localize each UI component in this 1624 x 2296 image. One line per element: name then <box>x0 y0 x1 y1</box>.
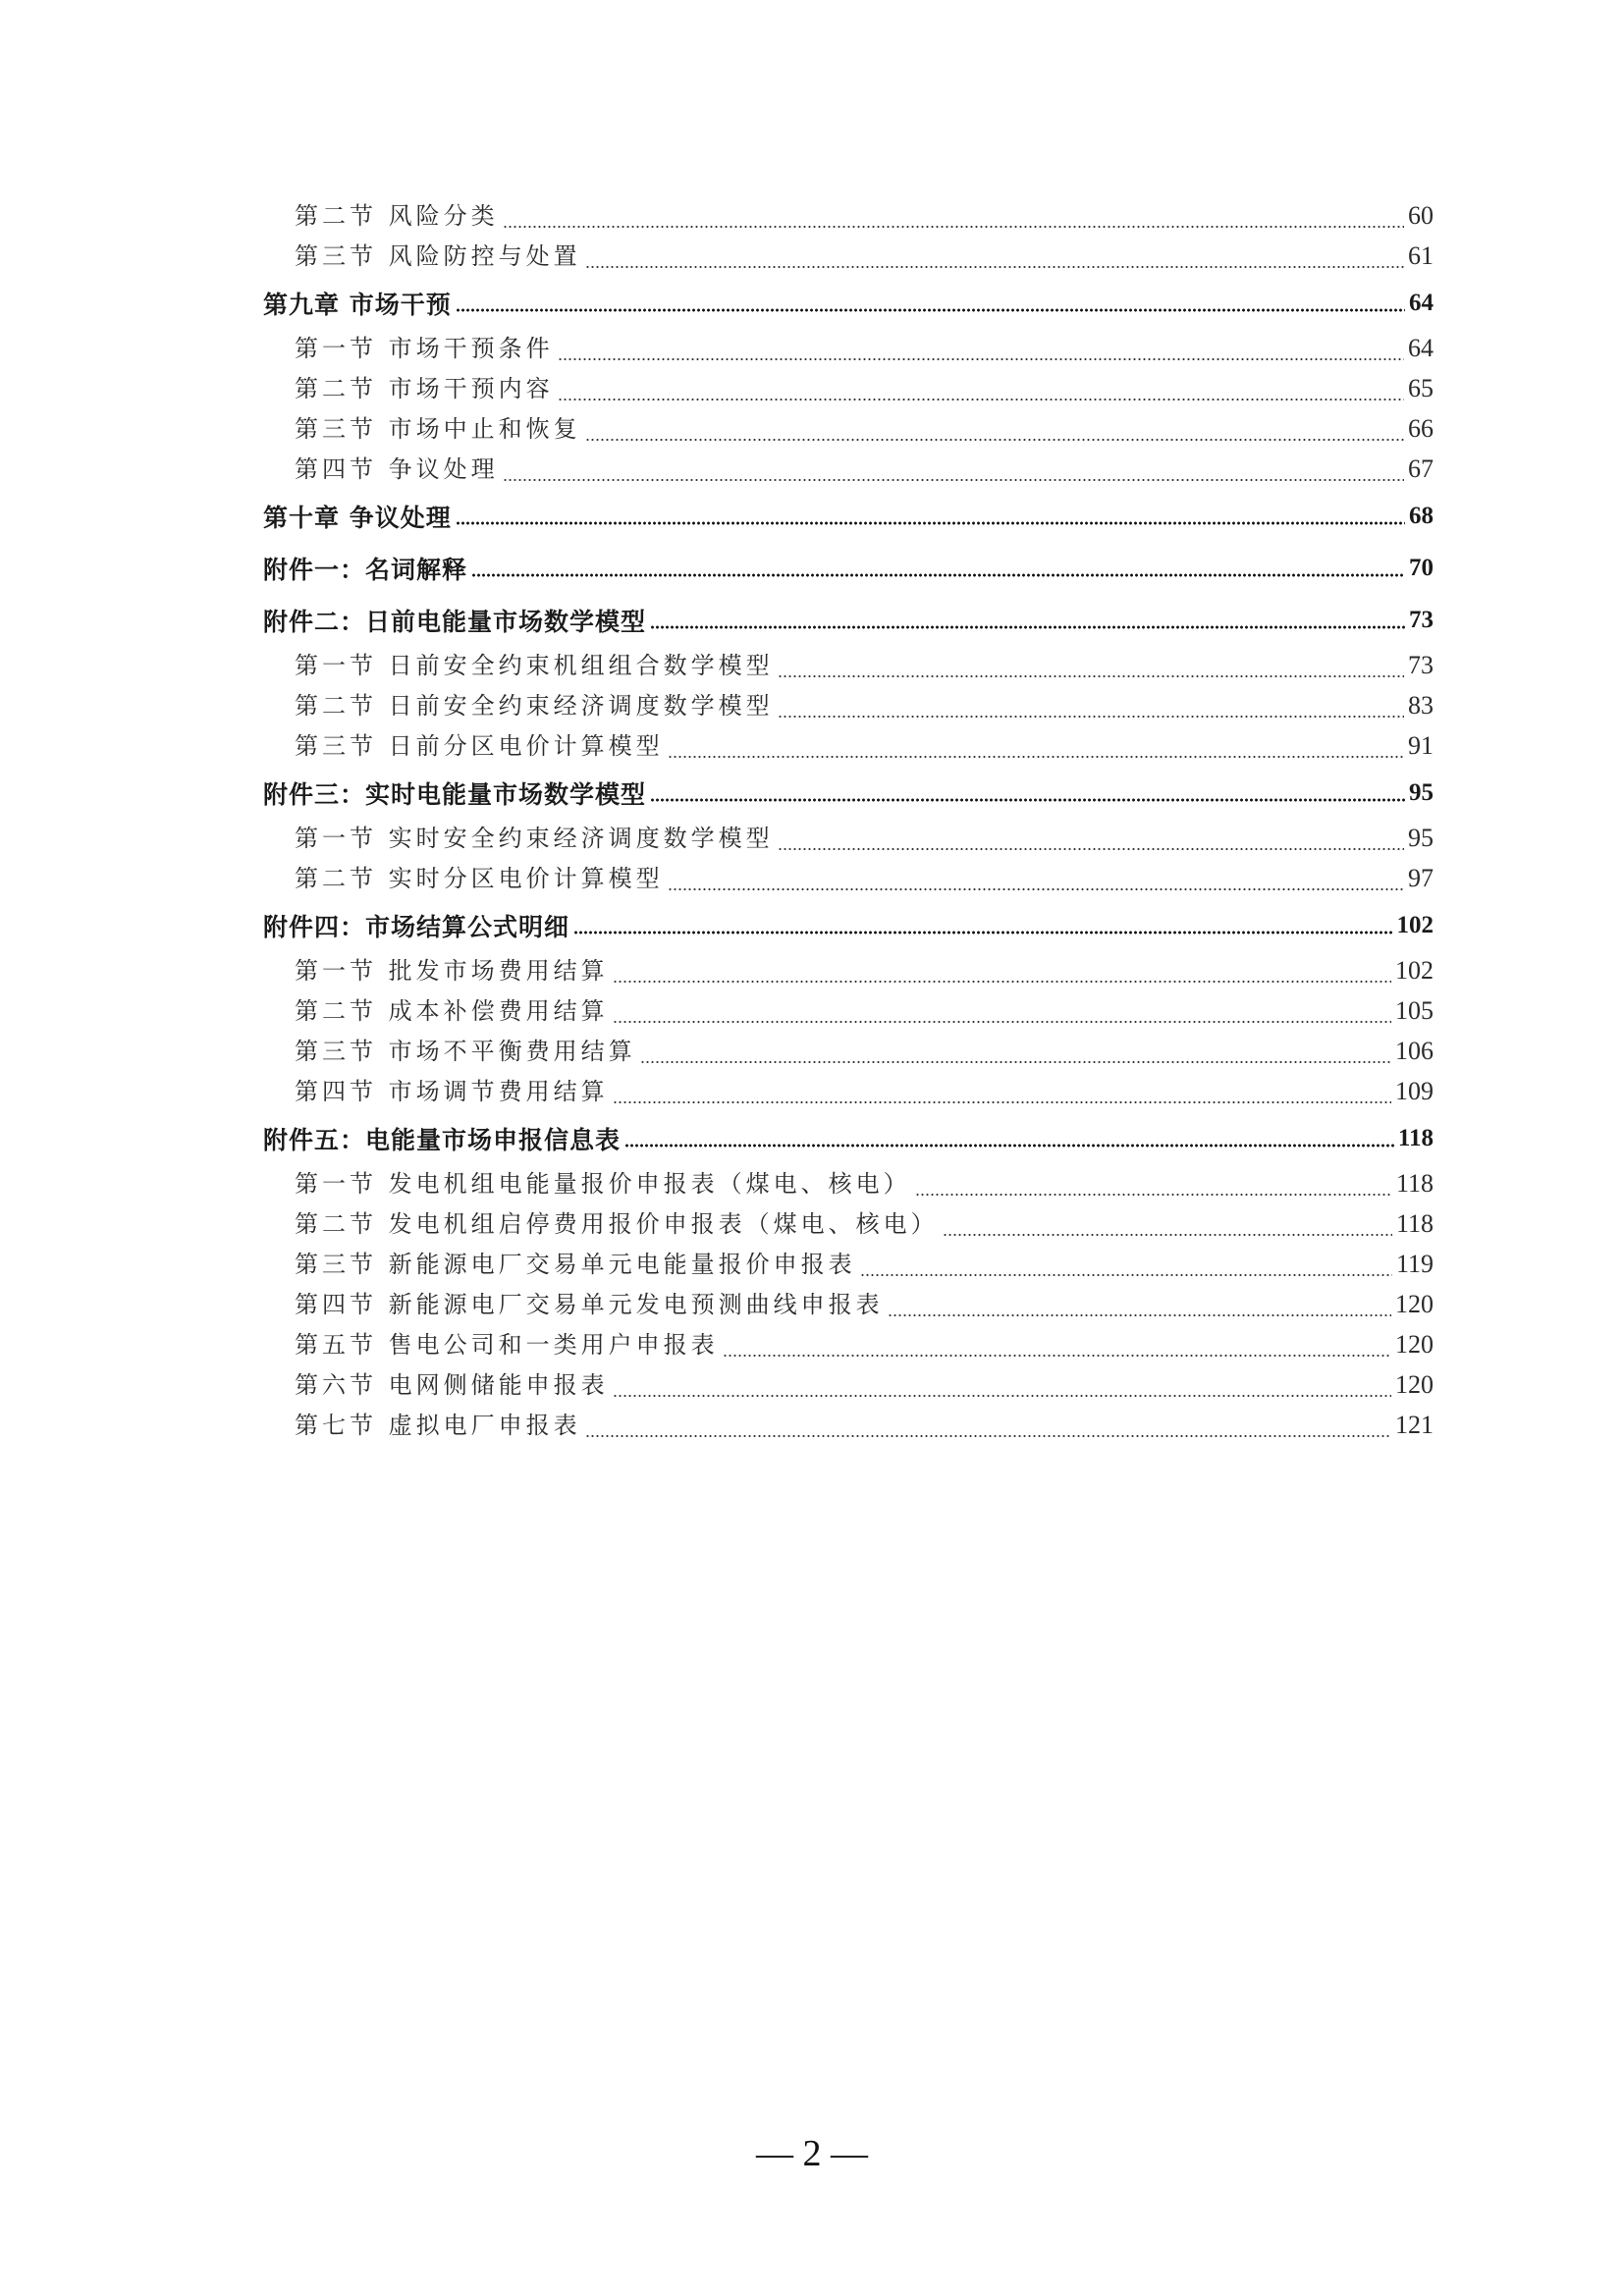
toc-entry-title: 第一节 日前安全约束机组组合数学模型 <box>295 652 774 679</box>
toc-chapter-entry[interactable] <box>263 767 1434 819</box>
toc-section-entry[interactable] <box>263 991 1434 1032</box>
toc-section-entry[interactable] <box>263 1032 1434 1072</box>
toc-entry-title: 第二节 风险分类 <box>295 202 499 230</box>
dot-leader <box>613 1100 1391 1104</box>
toc-entry-title: 第五节 售电公司和一类用户申报表 <box>295 1331 719 1359</box>
toc-entry-page-number: 118 <box>1395 1209 1434 1238</box>
toc-chapter-entry[interactable] <box>263 542 1434 594</box>
toc-entry-title: 第二节 市场干预内容 <box>295 375 554 402</box>
toc-entry-title: 第一节 实时安全约束经济调度数学模型 <box>295 825 774 852</box>
dot-leader <box>624 1144 1394 1148</box>
toc-section-entry[interactable] <box>263 1406 1434 1446</box>
toc-section-entry[interactable] <box>263 1204 1434 1245</box>
toc-entry-page-number: 70 <box>1409 554 1434 581</box>
toc-entry-title: 附件三：实时电能量市场数学模型 <box>263 779 647 809</box>
toc-entry-page-number: 64 <box>1409 289 1434 316</box>
toc-section-entry[interactable] <box>263 1325 1434 1365</box>
dot-leader <box>585 1434 1391 1438</box>
dot-leader <box>456 521 1405 525</box>
toc-section-entry[interactable] <box>263 951 1434 991</box>
toc-entry-title: 第九章 市场干预 <box>263 290 452 319</box>
dot-leader <box>456 308 1405 312</box>
toc-entry-title: 第二节 实时分区电价计算模型 <box>295 865 664 892</box>
toc-entry-title: 第四节 争议处理 <box>295 455 499 483</box>
toc-chapter-entry[interactable] <box>263 594 1434 646</box>
toc-entry-title: 附件四：市场结算公式明细 <box>263 912 570 941</box>
toc-section-entry[interactable] <box>263 1285 1434 1325</box>
toc-entry-page-number: 120 <box>1395 1330 1434 1359</box>
toc-entry-page-number: 64 <box>1408 334 1434 362</box>
toc-entry-page-number: 60 <box>1408 201 1434 230</box>
toc-entry-title: 第二节 成本补偿费用结算 <box>295 997 609 1025</box>
dot-leader <box>778 847 1404 851</box>
toc-entry-page-number: 66 <box>1408 414 1434 443</box>
toc-entry-title: 附件五：电能量市场申报信息表 <box>263 1125 622 1154</box>
toc-entry-page-number: 105 <box>1395 996 1434 1025</box>
dot-leader <box>613 980 1391 984</box>
toc-entry-page-number: 102 <box>1396 911 1434 938</box>
dot-leader <box>613 1020 1391 1024</box>
toc-entry-page-number: 65 <box>1408 374 1434 402</box>
toc-entry-title: 第一节 发电机组电能量报价申报表（煤电、核电） <box>295 1170 911 1198</box>
toc-section-entry[interactable] <box>263 1365 1434 1406</box>
dot-leader <box>640 1060 1391 1064</box>
table-of-contents <box>263 196 1434 1446</box>
toc-section-entry[interactable] <box>263 686 1434 726</box>
dot-leader <box>888 1313 1391 1317</box>
toc-section-entry[interactable] <box>263 1164 1434 1204</box>
toc-entry-page-number: 67 <box>1408 454 1434 483</box>
toc-section-entry[interactable] <box>263 329 1434 369</box>
toc-entry-title: 附件一：名词解释 <box>263 555 468 584</box>
toc-entry-title: 第二节 发电机组启停费用报价申报表（煤电、核电） <box>295 1210 939 1238</box>
dot-leader <box>613 1394 1391 1398</box>
toc-chapter-entry[interactable] <box>263 277 1434 329</box>
toc-entry-page-number: 109 <box>1395 1077 1434 1105</box>
toc-entry-title: 第三节 市场不平衡费用结算 <box>295 1038 636 1065</box>
toc-entry-title: 第四节 市场调节费用结算 <box>295 1078 609 1105</box>
toc-entry-title: 第六节 电网侧储能申报表 <box>295 1371 609 1399</box>
page-number: — 2 — <box>756 2133 868 2174</box>
toc-section-entry[interactable] <box>263 1072 1434 1112</box>
toc-entry-title: 第三节 日前分区电价计算模型 <box>295 732 664 760</box>
toc-entry-title: 第十章 争议处理 <box>263 503 452 532</box>
dot-leader <box>650 798 1405 802</box>
dot-leader <box>723 1354 1391 1358</box>
toc-entry-title: 第二节 日前安全约束经济调度数学模型 <box>295 692 774 720</box>
toc-section-entry[interactable] <box>263 819 1434 859</box>
toc-entry-page-number: 73 <box>1409 606 1434 633</box>
dot-leader <box>778 715 1404 719</box>
toc-entry-page-number: 68 <box>1409 502 1434 529</box>
dot-leader <box>650 625 1405 629</box>
dot-leader <box>471 573 1405 577</box>
dot-leader <box>585 265 1404 269</box>
toc-section-entry[interactable] <box>263 196 1434 237</box>
toc-entry-title: 第四节 新能源电厂交易单元发电预测曲线申报表 <box>295 1291 884 1318</box>
toc-chapter-entry[interactable] <box>263 490 1434 542</box>
dot-leader <box>503 478 1404 482</box>
toc-entry-title: 第一节 市场干预条件 <box>295 335 554 362</box>
dot-leader <box>915 1193 1392 1197</box>
toc-section-entry[interactable] <box>263 859 1434 899</box>
toc-entry-page-number: 120 <box>1395 1370 1434 1399</box>
dot-leader <box>778 674 1404 678</box>
dot-leader <box>573 931 1392 934</box>
dot-leader <box>585 438 1404 442</box>
toc-entry-title: 第三节 市场中止和恢复 <box>295 415 581 443</box>
dot-leader <box>668 887 1404 891</box>
toc-entry-page-number: 97 <box>1408 864 1434 892</box>
toc-entry-page-number: 120 <box>1395 1290 1434 1318</box>
toc-entry-title: 第七节 虚拟电厂申报表 <box>295 1412 581 1439</box>
toc-entry-title: 附件二：日前电能量市场数学模型 <box>263 607 647 636</box>
toc-entry-page-number: 106 <box>1395 1037 1434 1065</box>
dot-leader <box>860 1273 1392 1277</box>
toc-section-entry[interactable] <box>263 726 1434 767</box>
toc-section-entry[interactable] <box>263 409 1434 450</box>
toc-entry-page-number: 118 <box>1395 1169 1434 1198</box>
toc-entry-page-number: 95 <box>1408 824 1434 852</box>
toc-chapter-entry[interactable] <box>263 1112 1434 1164</box>
toc-section-entry[interactable] <box>263 237 1434 277</box>
toc-entry-title: 第三节 风险防控与处置 <box>295 242 581 270</box>
toc-entry-title: 第一节 批发市场费用结算 <box>295 957 609 985</box>
toc-entry-page-number: 61 <box>1408 241 1434 270</box>
toc-entry-page-number: 118 <box>1397 1124 1434 1151</box>
dot-leader <box>668 755 1404 759</box>
dot-leader <box>503 225 1404 229</box>
dot-leader <box>558 357 1404 361</box>
toc-section-entry[interactable] <box>263 450 1434 490</box>
dot-leader <box>943 1233 1392 1237</box>
toc-entry-page-number: 91 <box>1408 731 1434 760</box>
toc-entry-page-number: 73 <box>1408 651 1434 679</box>
toc-entry-page-number: 83 <box>1408 691 1434 720</box>
toc-entry-page-number: 95 <box>1409 778 1434 806</box>
toc-entry-page-number: 119 <box>1395 1250 1434 1278</box>
toc-entry-title: 第三节 新能源电厂交易单元电能量报价申报表 <box>295 1251 856 1278</box>
toc-section-entry[interactable] <box>263 369 1434 409</box>
toc-chapter-entry[interactable] <box>263 899 1434 951</box>
toc-section-entry[interactable] <box>263 1245 1434 1285</box>
dot-leader <box>558 398 1404 401</box>
toc-section-entry[interactable] <box>263 646 1434 686</box>
toc-entry-page-number: 121 <box>1395 1411 1434 1439</box>
toc-entry-page-number: 102 <box>1395 956 1434 985</box>
